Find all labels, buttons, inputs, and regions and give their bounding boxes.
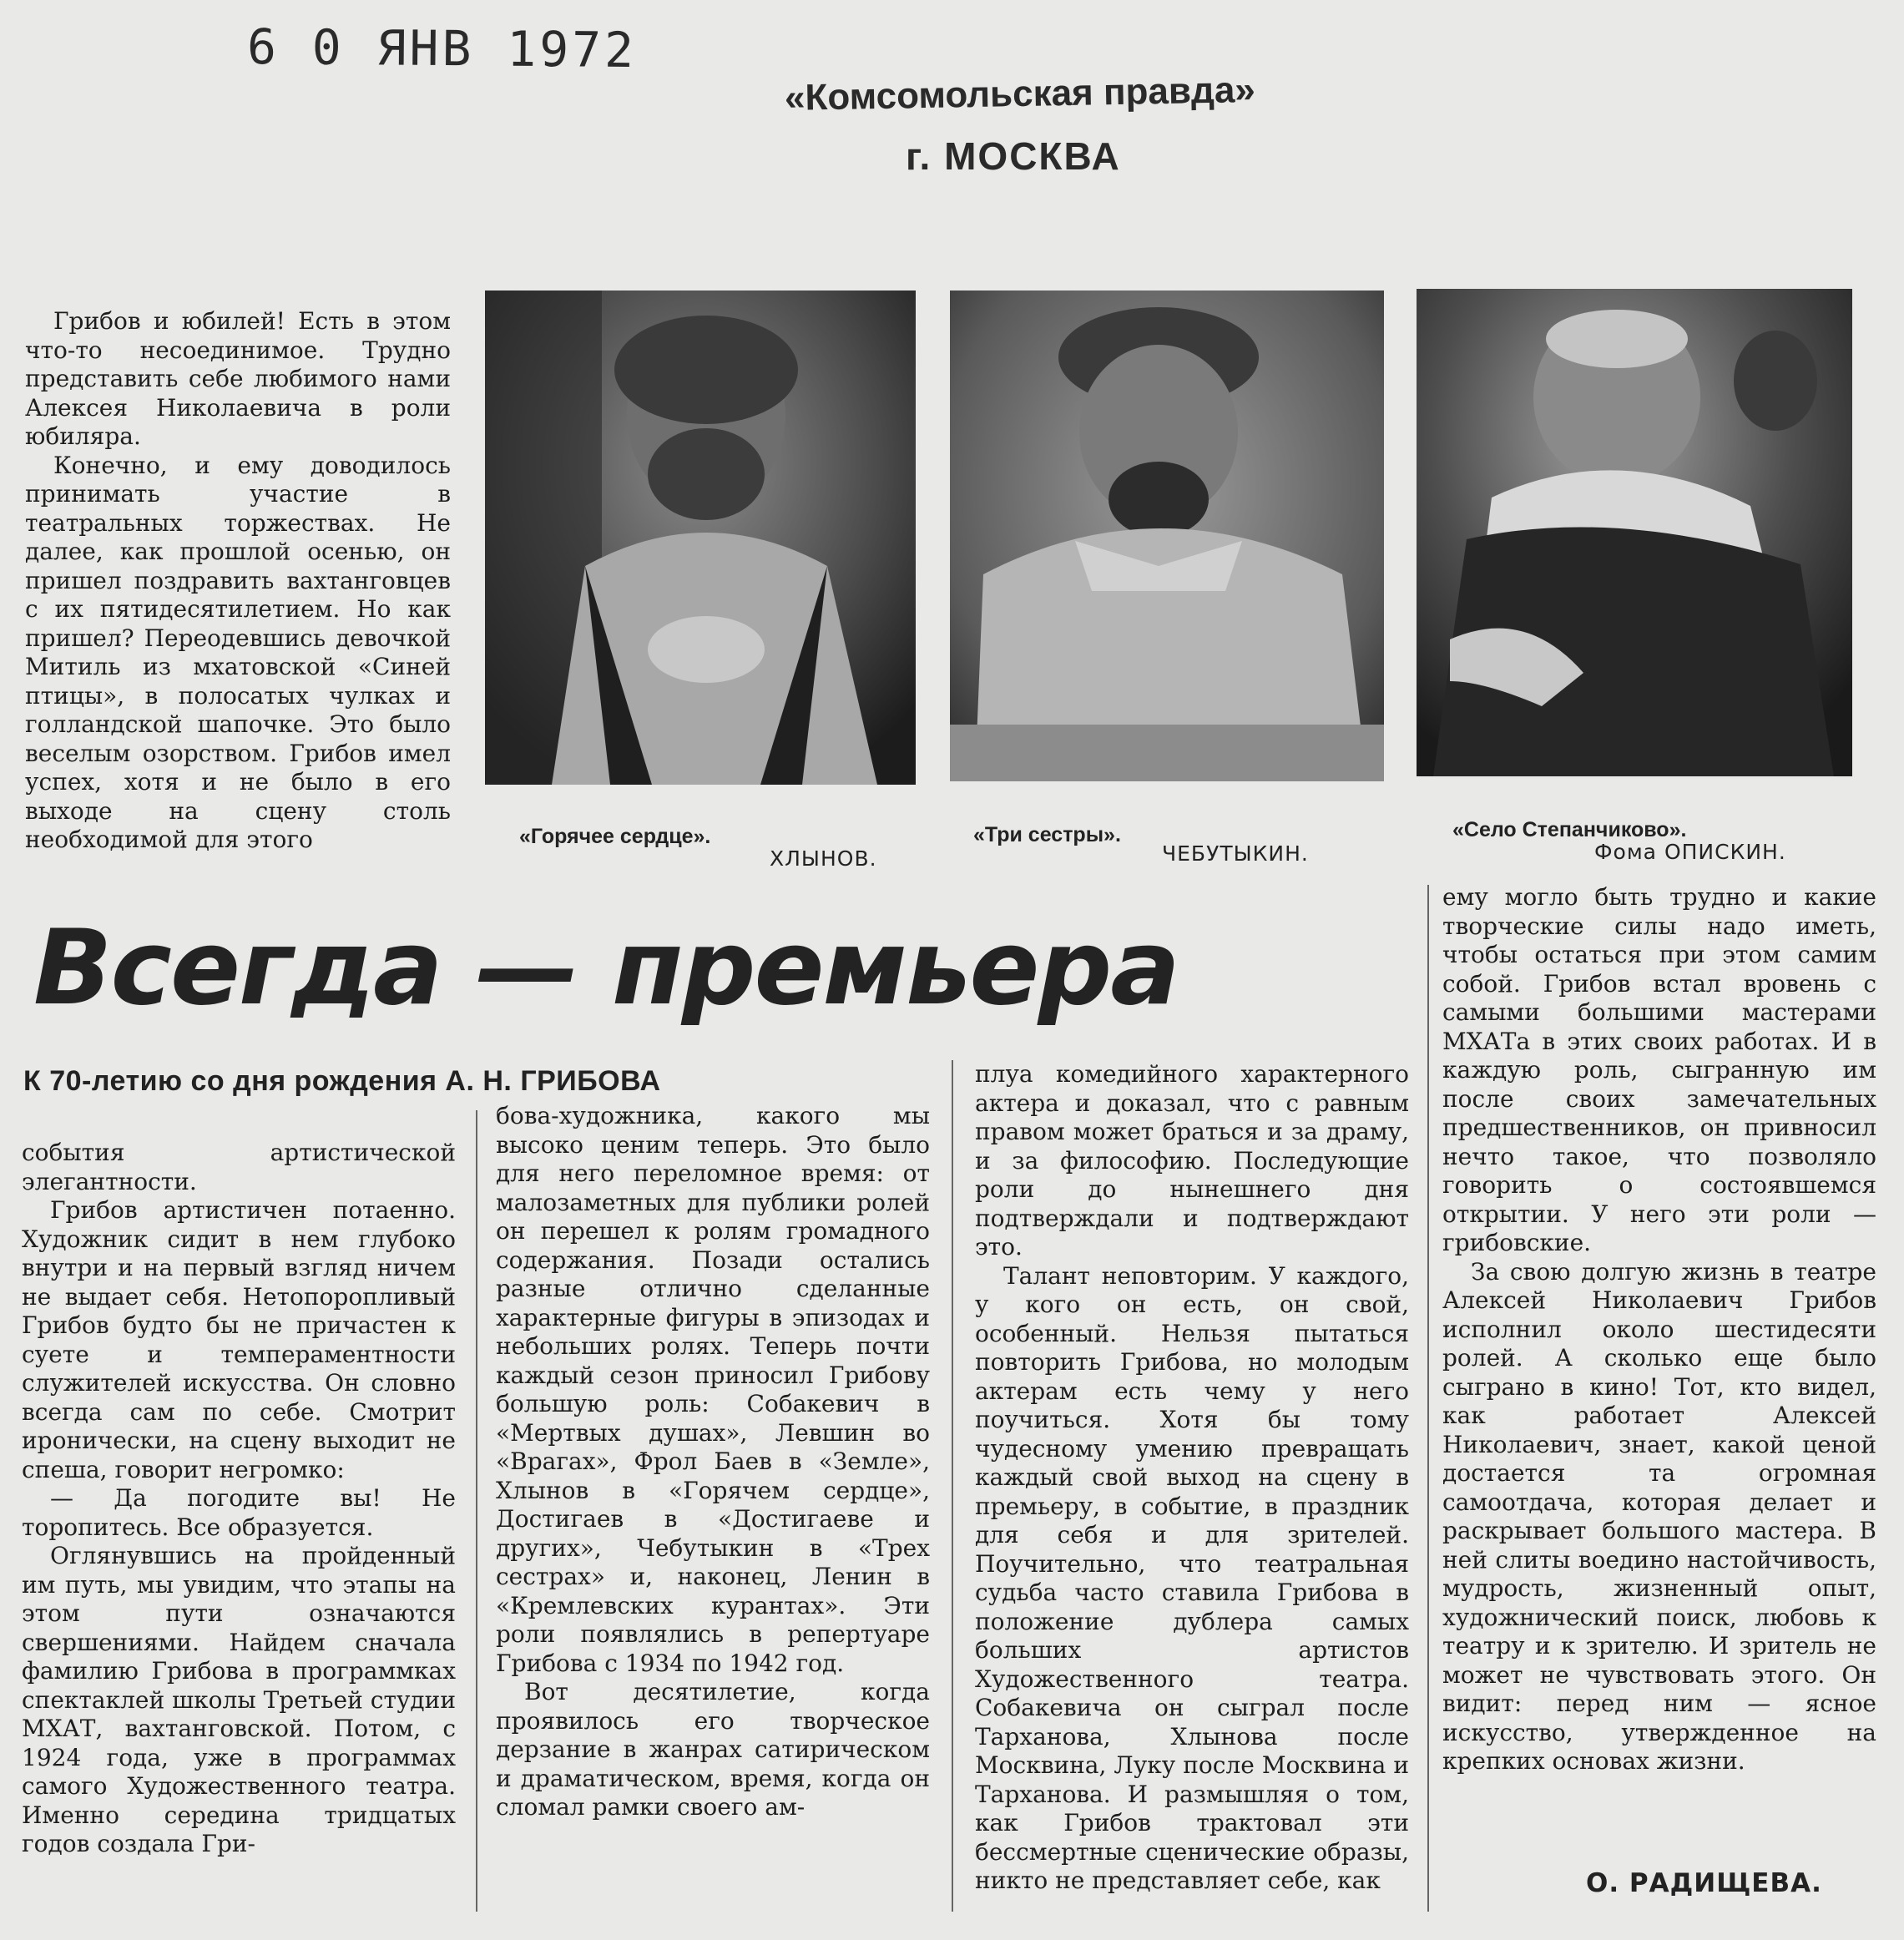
- paragraph: За свою долгую жизнь в театре Алексей Николаевич Грибов исполнил около шестидесяти ролей. А сколько еще было сыграно в кино! Тот, кто видел, как работает Алексей Николаевич, знает, какой ценой достается та огромная самоотдача, которая делает и раскрывает большого мастера. В ней слиты воедино настойчивость, мудрость, жизненный опыт, художнический поиск, любовь к театру и к зрителю. И зритель не может не чувствовать этого. Он видит: перед ним — ясное искусство, утвержденное на крепких основах жизни.: [1442, 1257, 1876, 1775]
- paragraph: Оглянувшись на пройденный им путь, мы увидим, что этапы на этом пути означаются свершениями. Найдем сначала фамилию Грибова в программках спектаклей школы Третьей студии МХАТ, вахтанговской. Потом, с 1924 года, уже в программах самого Художественного театра. Именно середина тридцатых годов создала Гри-: [22, 1542, 456, 1857]
- newspaper-stamp: «Комсомольская правда»: [784, 69, 1256, 119]
- paragraph: Вот десятилетие, когда проявилось его творческое дерзание в жанрах сатирическом и драматическом, время, когда он сломал рамки своего ам-: [496, 1678, 930, 1821]
- paragraph: бова-художника, какого мы высоко ценим теперь. Это было для него переломное время: от малозаметных для публики ролей он перешел к ролям громадного содержания. Позади остались разные отлично сделанные характерные фигуры в эпизодах и небольших ролях. Теперь почти каждый сезон приносил Грибову большую роль: Собакевич в «Мертвых душах», Левшин во «Врагах», Фрол Баев в «Земле», Хлынов в «Горячем сердце», Достигаев в «Достигаеве и других», Чебутыкин в «Трех сестрах» и, наконец, Ленин в «Кремлевских курантах». Эти роли появлялись в репертуаре Грибова с 1934 по 1942 год.: [496, 1102, 930, 1677]
- article-column-3: [975, 1060, 1409, 1896]
- photo-khlynov: [485, 290, 916, 785]
- paragraph: ему могло быть трудно и какие творческие силы надо иметь, чтобы остаться при этом самим собой. Грибов встал вровень с самыми большими мастерами МХАТа в этих своих работах. И в каждую роль, сыгранную им после своих замечательных предшественников, он привносил нечто такое, что позволяло говорить о состоявшемся открытии. У него эти роли — грибовские.: [1442, 883, 1876, 1256]
- photo-caption-2: [973, 823, 1357, 873]
- caption-play: «Горячее сердце».: [519, 825, 711, 848]
- column-divider: [476, 1110, 477, 1912]
- article-author: О. РАДИЩЕВА.: [1586, 1868, 1822, 1898]
- intro-paragraph: Конечно, и ему доводилось принимать участие в театральных торжествах. Не далее, как прошлой осенью, он пришел поздравить вахтанговцев с их пятидесятилетием. Но как пришел? Переодевшись девочкой Митиль из мхатовской «Синей птицы», в полосатых чулках и голландской шапочке. Это было веселым озорством. Грибов имел успех, хотя и не было в его выходе на сцену столь необходимой для этого: [25, 451, 451, 853]
- paragraph: — Да погодите вы! Не торопитесь. Все образуется.: [22, 1484, 456, 1541]
- article-subheadline: К 70-летию со дня рождения А. Н. ГРИБОВА: [23, 1065, 661, 1097]
- caption-role: ЧЕБУТЫКИН.: [1162, 841, 1309, 866]
- article-headline: Всегда — премьера: [33, 908, 1179, 1028]
- column-divider: [1427, 885, 1429, 1912]
- paragraph: события артистической элегантности.: [22, 1139, 456, 1195]
- column-divider: [952, 1060, 953, 1912]
- photo-chebutykin: [950, 290, 1384, 781]
- article-column-1: [22, 1139, 456, 1859]
- intro-paragraph: Грибов и юбилей! Есть в этом что-то несоединимое. Трудно представить себе любимого нами Алексея Николаевича в роли юбиляра.: [25, 307, 451, 450]
- photo-caption-1: [519, 825, 903, 875]
- caption-role: Фома ОПИСКИН.: [1594, 840, 1786, 864]
- caption-play: «Три сестры».: [973, 823, 1121, 846]
- article-column-4: [1442, 883, 1876, 1776]
- caption-role: ХЛЫНОВ.: [770, 846, 877, 871]
- paragraph: Талант неповторим. У каждого, у кого он есть, он свой, особенный. Нельзя пытаться повторить Грибова, но молодым актерам есть чему у него поучиться. Хотя бы тому чудесному умению превращать каждый свой выход на сцену в премьеру, в событие, в праздник для себя и для зрителей. Поучительно, что театральная судьба часто ставила Грибова в положение дублера самых больших артистов Художественного театра. Собакевича он сыграл после Тарханова, Хлынова после Москвина, Луку после Москвина и Тарханова. И размышляя о том, как Грибов трактовал эти бессмертные сценические образы, никто не представляет себе, как: [975, 1261, 1409, 1894]
- paragraph: плуа комедийного характерного актера и доказал, что с равным правом может браться и за драму, и за философию. Последующие роли до нынешнего дня подтверждали и подтверждают это.: [975, 1060, 1409, 1260]
- paragraph: Грибов артистичен потаенно. Художник сидит в нем глубоко внутри и на первый взгляд ничем не выдает себя. Нетопоропливый Грибов будто бы не причастен к суете и темпераментности служителей искусства. Он словно всегда сам по себе. Смотрит иронически, на сцену выходит не спеша, говорит негромко:: [22, 1196, 456, 1483]
- intro-column: [25, 307, 451, 855]
- photo-opiskin: [1417, 289, 1852, 776]
- city-stamp: г. МОСКВА: [906, 134, 1121, 178]
- article-column-2: [496, 1102, 930, 1822]
- caption-play: «Село Степанчиково».: [1452, 818, 1687, 841]
- date-stamp: 6 0 ЯНВ 1972: [246, 18, 638, 79]
- photo-caption-3: [1452, 818, 1870, 868]
